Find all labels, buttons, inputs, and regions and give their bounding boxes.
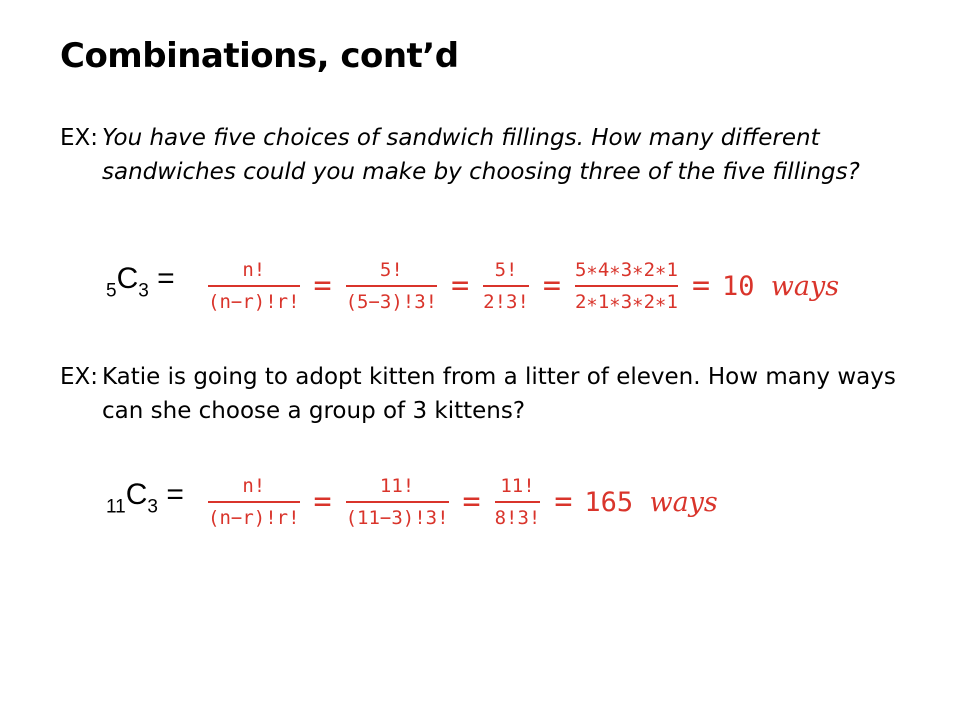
example-1 [60,121,920,189]
formula-fraction [340,473,455,531]
result-unit: ways [770,270,840,302]
fraction-bar [495,501,541,503]
equals-sign: = [542,268,561,303]
example-2-c: C [125,478,148,511]
slide-title: Combinations, cont’d [60,36,459,76]
example-2-tag: EX: [60,364,99,390]
equals-sign: = [313,484,332,519]
fraction-denominator: (5−3)!3! [345,291,438,313]
example-2-result [584,487,717,518]
formula-fraction [489,473,547,531]
example-2-notation [106,478,184,519]
example-1-c: C [116,262,139,295]
example-1-n: 5 [106,280,117,302]
fraction-numerator: 11! [500,475,535,497]
formula-fraction [202,473,306,531]
fraction-bar [483,285,529,287]
equals-sign: = [691,268,710,303]
example-1-notation [106,262,175,303]
formula-fraction [340,257,444,315]
formula-fraction [569,257,684,315]
result-value: 10 [722,270,755,302]
result-value: 165 [584,486,634,518]
equals-sign: = [313,268,332,303]
fraction-denominator: (n−r)!r! [208,507,300,529]
equals-sign: = [451,268,470,303]
fraction-denominator: 8!3! [494,507,541,529]
example-2-n: 11 [106,496,126,518]
fraction-bar [208,501,300,503]
fraction-numerator: 5! [379,259,403,281]
fraction-denominator: (n−r)!r! [208,291,300,313]
fraction-bar [575,285,678,287]
example-2-notation-eq: = [166,478,184,511]
fraction-denominator: 2∗1∗3∗2∗1 [574,291,678,313]
example-1-r: 3 [138,280,149,302]
example-1-question: You have five choices of sandwich fillings. How many different sandwiches could you make by choosing three of the five fillings? [102,125,860,185]
fraction-bar [208,285,300,287]
fraction-numerator: 5∗4∗3∗2∗1 [574,259,678,281]
result-unit: ways [649,486,718,518]
example-2-formula [202,466,718,538]
fraction-bar [346,285,438,287]
example-1-formula [202,250,839,322]
example-1-tag: EX: [60,125,99,151]
formula-fraction [202,257,306,315]
example-2 [60,360,920,428]
fraction-denominator: 2!3! [483,291,529,313]
example-1-result [722,271,839,302]
fraction-bar [346,501,449,503]
fraction-numerator: 11! [379,475,415,497]
example-2-r: 3 [147,496,158,518]
example-2-question: Katie is going to adopt kitten from a litter of eleven. How many ways can she choose a group of 3 kittens? [102,364,896,424]
formula-fraction [477,257,535,315]
fraction-numerator: 5! [494,259,518,281]
fraction-numerator: n! [242,259,266,281]
equals-sign: = [554,484,573,519]
example-1-notation-eq: = [157,262,175,295]
equals-sign: = [462,484,481,519]
fraction-denominator: (11−3)!3! [345,507,449,529]
fraction-numerator: n! [242,475,266,497]
